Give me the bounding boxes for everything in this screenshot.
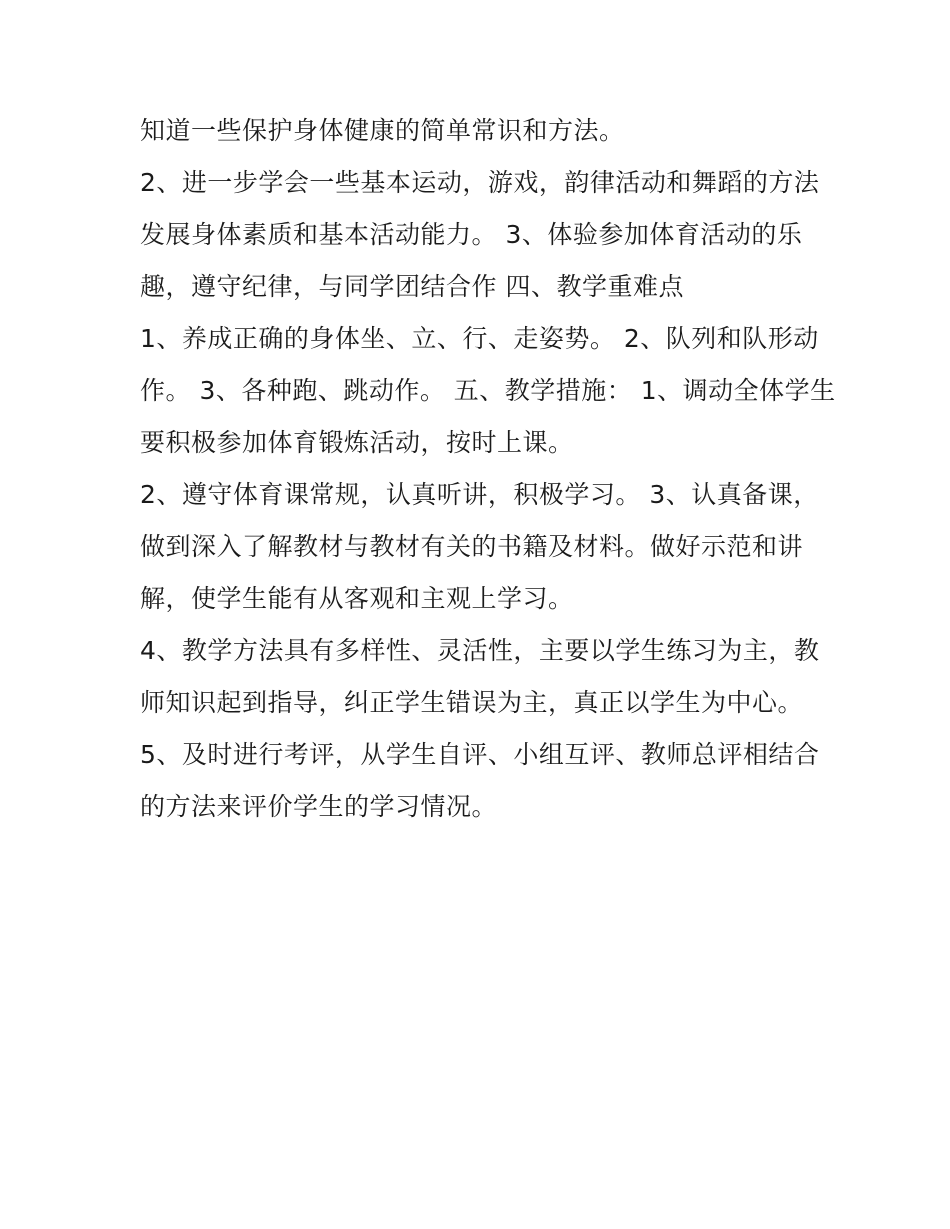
text-line: 5、及时进行考评，从学生自评、小组互评、教师总评相结合 — [140, 740, 820, 769]
text-line: 2、遵守体育课常规，认真听讲，积极学习。 3、认真备课， — [140, 480, 819, 509]
document-body — [140, 105, 836, 833]
text-line: 的方法来评价学生的学习情况。 — [140, 792, 498, 821]
text-line: 4、教学方法具有多样性、灵活性，主要以学生练习为主，教 — [140, 636, 820, 665]
text-line: 做到深入了解教材与教材有关的书籍及材料。做好示范和讲 — [140, 532, 804, 561]
text-line: 1、养成正确的身体坐、立、行、走姿势。 2、队列和队形动 — [140, 324, 819, 353]
text-line: 要积极参加体育锻炼活动，按时上课。 — [140, 428, 574, 457]
text-line: 知道一些保护身体健康的简单常识和方法。 — [140, 116, 625, 145]
text-line: 趣，遵守纪律，与同学团结合作 四、教学重难点 — [140, 272, 684, 301]
text-line: 解，使学生能有从客观和主观上学习。 — [140, 584, 574, 613]
text-line: 发展身体素质和基本活动能力。 3、体验参加体育活动的乐 — [140, 220, 803, 249]
text-line: 作。 3、各种跑、跳动作。 五、教学措施： 1、调动全体学生 — [140, 376, 836, 405]
text-line: 师知识起到指导，纠正学生错误为主，真正以学生为中心。 — [140, 688, 804, 717]
text-line: 2、进一步学会一些基本运动，游戏，韵律活动和舞蹈的方法 — [140, 168, 820, 197]
